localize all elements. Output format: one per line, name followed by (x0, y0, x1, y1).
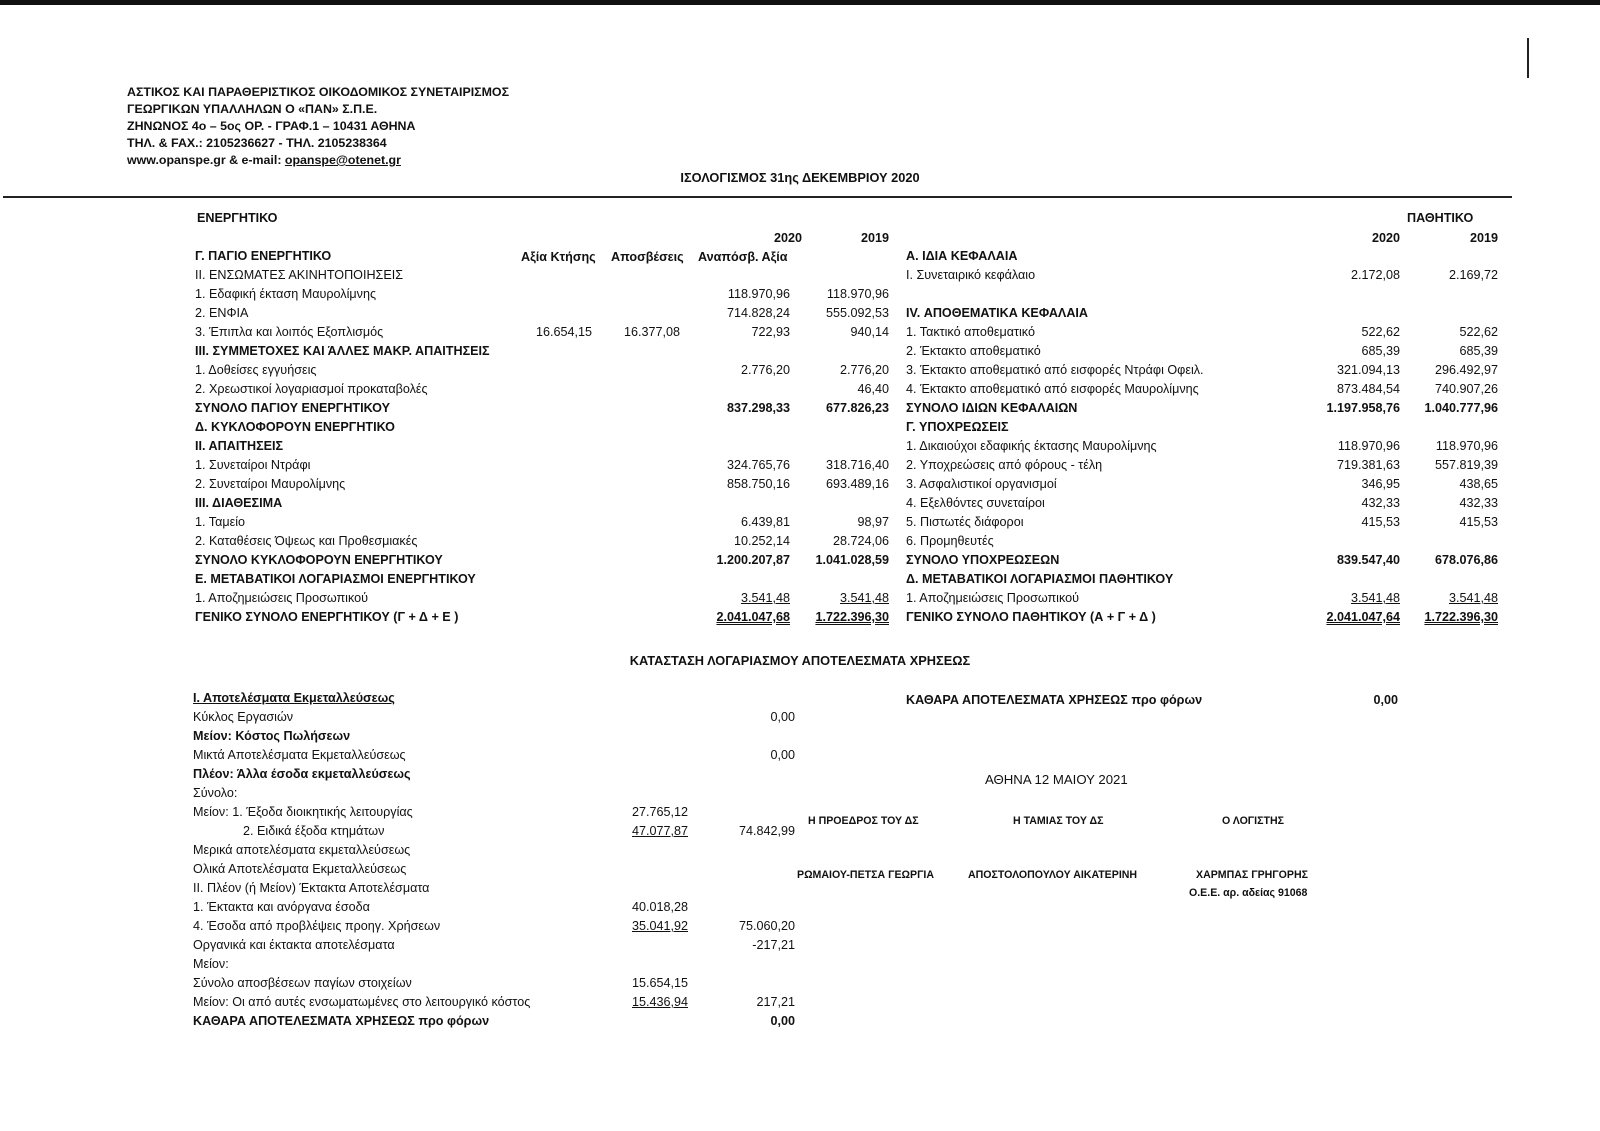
row-label: Ι. Συνεταιρικό κεφάλαιο (906, 268, 1036, 282)
value-2020: 118.970,96 (727, 287, 790, 301)
row-label: 1. Δικαιούχοι εδαφικής έκτασης Μαυρολίμνης (906, 439, 1157, 453)
table-row (193, 689, 813, 708)
table-row (906, 456, 1506, 475)
row-label: Μείον: (193, 957, 229, 971)
org-website: www.opanspe.gr & e-mail: (127, 153, 285, 167)
organization-header (127, 84, 509, 169)
value-2020: 6.439,81 (740, 515, 790, 529)
value-2019: 3.541,48 (1448, 591, 1498, 605)
total-value: 74.842,99 (738, 824, 795, 838)
table-row (195, 475, 895, 494)
value-2020: 873.484,54 (1336, 382, 1400, 396)
liabilities-col-2020: 2020 (1371, 231, 1400, 245)
value-2019: 318.716,40 (825, 458, 889, 472)
row-label: Σύνολο αποσβέσεων παγίων στοιχείων (193, 976, 412, 990)
table-row (195, 437, 895, 456)
row-label: 2. Ειδικά έξοδα κτημάτων (243, 824, 385, 838)
row-label: Μερικά αποτελέσματα εκμεταλλεύσεως (193, 843, 411, 857)
row-label: Ολικά Αποτελέσματα Εκμεταλλεύσεως (193, 862, 407, 876)
table-row (195, 589, 895, 608)
row-label: Ι. Αποτελέσματα Εκμεταλλεύσεως (193, 691, 395, 705)
subtotal-value: 40.018,28 (631, 900, 688, 914)
row-label: Πλέον: Άλλα έσοδα εκμεταλλεύσεως (193, 767, 411, 781)
table-row (195, 513, 895, 532)
value-2019: 678.076,86 (1434, 553, 1498, 567)
row-label: ΣΥΝΟΛΟ ΙΔΙΩΝ ΚΕΦΑΛΑΙΩΝ (906, 401, 1078, 415)
table-row (193, 936, 813, 955)
row-label: 1. Δοθείσες εγγυήσεις (195, 363, 317, 377)
value-2019: 685,39 (1459, 344, 1498, 358)
liabilities-table (906, 247, 1506, 627)
table-row (195, 361, 895, 380)
row-label: 1. Αποζημειώσεις Προσωπικού (906, 591, 1080, 605)
table-row (193, 727, 813, 746)
total-value: -217,21 (752, 938, 795, 952)
table-row (193, 841, 813, 860)
row-label: ΙΙ. Πλέον (ή Μείον) Έκτακτα Αποτελέσματα (193, 881, 430, 895)
table-row (906, 437, 1506, 456)
table-row (193, 746, 813, 765)
net-results-value: 0,00 (1373, 693, 1398, 707)
assets-col-net-value: Αναπόσβ. Αξία (698, 250, 788, 264)
accountant-name: ΧΑΡΜΠΑΣ ΓΡΗΓΟΡΗΣ (1196, 869, 1308, 881)
table-row (195, 494, 895, 513)
value-2020: 719.381,63 (1336, 458, 1400, 472)
value-2019: 118.970,96 (826, 287, 889, 301)
value-2019: 296.492,97 (1434, 363, 1498, 377)
row-label: Δ. ΚΥΚΛΟΦΟΡΟΥΝ ΕΝΕΡΓΗΤΙΚΟ (195, 420, 395, 434)
value-2020: 1.200.207,87 (716, 553, 790, 567)
accountant-license: Ο.Ε.Ε. αρ. αδείας 91068 (1189, 887, 1308, 899)
subtotal-value: 35.041,92 (631, 919, 688, 933)
row-label: 1. Έκτακτα και ανόργανα έσοδα (193, 900, 370, 914)
table-row (195, 456, 895, 475)
value-2019: 740.907,26 (1434, 382, 1498, 396)
table-row (195, 342, 895, 361)
row-label: 4. Έκτακτο αποθεματικό από εισφορές Μαυρολίμνης (906, 382, 1199, 396)
subtotal-value: 27.765,12 (631, 805, 688, 819)
table-row (195, 247, 895, 266)
value-2020: 118.970,96 (1337, 439, 1400, 453)
row-label: ΙΙ. ΑΠΑΙΤΗΣΕΙΣ (195, 439, 284, 453)
treasurer-name: ΑΠΟΣΤΟΛΟΠΟΥΛΟΥ ΑΙΚΑΤΕΡΙΝΗ (968, 869, 1138, 881)
row-label: 6. Προμηθευτές (906, 534, 994, 548)
value-2020: 714.828,24 (726, 306, 790, 320)
row-label: 1. Συνεταίροι Ντράφι (195, 458, 311, 472)
total-value: 0,00 (770, 1014, 795, 1028)
row-label: 3. Έκτακτο αποθεματικό από εισφορές Ντράφι Οφειλ. (906, 363, 1204, 377)
row-label: 4. Έσοδα από προβλέψεις προηγ. Χρήσεων (193, 919, 441, 933)
row-label: 2. Έκτακτο αποθεματικό (906, 344, 1041, 358)
table-row (193, 898, 813, 917)
row-label: ΣΥΝΟΛΟ ΥΠΟΧΡΕΩΣΕΩΝ (906, 553, 1060, 567)
table-row (193, 860, 813, 879)
row-label: 3. Ασφαλιστικοί οργανισμοί (906, 477, 1057, 491)
org-web-email (127, 152, 509, 169)
table-row (193, 1012, 813, 1031)
value-2019: 1.722.396,30 (815, 610, 889, 624)
assets-col-depreciation: Αποσβέσεις (611, 250, 684, 264)
value-2019: 118.970,96 (1435, 439, 1498, 453)
table-row (906, 494, 1506, 513)
table-row (906, 285, 1506, 304)
value-2020: 10.252,14 (733, 534, 790, 548)
value-2019: 677.826,23 (825, 401, 889, 415)
table-row (195, 418, 895, 437)
table-row (193, 955, 813, 974)
value-2019: 438,65 (1459, 477, 1498, 491)
table-row (906, 551, 1506, 570)
table-row (906, 380, 1506, 399)
liabilities-heading: ΠΑΘΗΤΙΚΟ (1407, 211, 1474, 225)
table-row (195, 608, 895, 627)
row-label: ΙΙΙ. ΣΥΜΜΕΤΟΧΕΣ ΚΑΙ ΆΛΛΕΣ ΜΑΚΡ. ΑΠΑΙΤΗΣΕΙΣ (195, 344, 490, 358)
assets-col-2020: 2020 (773, 231, 802, 245)
table-row (193, 784, 813, 803)
row-label: Γ. ΠΑΓΙΟ ΕΝΕΡΓΗΤΙΚΟ (195, 249, 332, 263)
row-label: 1. Αποζημειώσεις Προσωπικού (195, 591, 369, 605)
org-address: ΖΗΝΩΝΟΣ 4ο – 5ος ΟΡ. - ΓΡΑΦ.1 – 10431 ΑΘΗΝΑ (127, 119, 416, 133)
row-label: Σύνολο: (193, 786, 238, 800)
value-2019: 415,53 (1459, 515, 1498, 529)
table-row (195, 266, 895, 285)
value-2020: 685,39 (1361, 344, 1400, 358)
income-statement-title: ΚΑΤΑΣΤΑΣΗ ΛΟΓΑΡΙΑΣΜΟΥ ΑΠΟΤΕΛΕΣΜΑΤΑ ΧΡΗΣΕΩΣ (629, 653, 971, 668)
row-label: ΙΙ. ΕΝΣΩΜΑΤΕΣ ΑΚΙΝΗΤΟΠΟΙΗΣΕΙΣ (195, 268, 404, 282)
row-label: Δ. ΜΕΤΑΒΑΤΙΚΟΙ ΛΟΓΑΡΙΑΣΜΟΙ ΠΑΘΗΤΙΚΟΥ (906, 572, 1174, 586)
value-2019: 555.092,53 (825, 306, 889, 320)
row-label: 3. Έπιπλα και λοιπός Εξοπλισμός (195, 325, 384, 339)
table-row (906, 532, 1506, 551)
value-2019: 28.724,06 (832, 534, 889, 548)
value-2019: 940,14 (850, 325, 889, 339)
table-row (906, 399, 1506, 418)
table-row (195, 551, 895, 570)
value-2020: 2.041.047,68 (716, 610, 790, 624)
table-row (906, 418, 1506, 437)
value-2019: 2.776,20 (839, 363, 889, 377)
row-label: Α. ΙΔΙΑ ΚΕΦΑΛΑΙΑ (906, 249, 1018, 263)
liabilities-col-2019: 2019 (1469, 231, 1498, 245)
table-row (193, 822, 813, 841)
row-label: 2. Καταθέσεις Όψεως και Προθεσμιακές (195, 534, 418, 548)
value-2020: 432,33 (1361, 496, 1400, 510)
table-row (193, 974, 813, 993)
row-label: Μείον: Οι από αυτές ενσωματωμένες στο λειτουργικό κόστος (193, 995, 531, 1009)
table-row (193, 708, 813, 727)
row-label: ΓΕΝΙΚΟ ΣΥΝΟΛΟ ΠΑΘΗΤΙΚΟΥ (Α + Γ + Δ ) (906, 610, 1156, 624)
place-and-date: ΑΘΗΝΑ 12 ΜΑΙΟΥ 2021 (985, 772, 1128, 787)
value-2020: 839.547,40 (1336, 553, 1400, 567)
row-label: ΙV. ΑΠΟΘΕΜΑΤΙΚΑ ΚΕΦΑΛΑΙΑ (906, 306, 1089, 320)
table-row (906, 589, 1506, 608)
value-2019: 1.040.777,96 (1424, 401, 1498, 415)
value-2020: 2.041.047,64 (1326, 610, 1400, 624)
row-label: 1. Ταμείο (195, 515, 246, 529)
value-2020: 2.776,20 (740, 363, 790, 377)
subtotal-value: 15.654,15 (631, 976, 688, 990)
depreciation-value: 16.377,08 (623, 325, 680, 339)
income-statement-table (193, 689, 813, 1031)
value-2019: 432,33 (1459, 496, 1498, 510)
assets-table (195, 247, 895, 627)
table-row (193, 803, 813, 822)
table-row (906, 323, 1506, 342)
row-label: Μείον: Κόστος Πωλήσεων (193, 729, 351, 743)
total-value: 75.060,20 (738, 919, 795, 933)
value-2019: 1.722.396,30 (1424, 610, 1498, 624)
subtotal-value: 47.077,87 (631, 824, 688, 838)
row-label: Μικτά Αποτελέσματα Εκμεταλλεύσεως (193, 748, 406, 762)
value-2019: 2.169,72 (1448, 268, 1498, 282)
scan-top-edge (0, 0, 1600, 5)
table-row (906, 513, 1506, 532)
org-name-line2: ΓΕΩΡΓΙΚΩΝ ΥΠΑΛΛΗΛΩΝ Ο «ΠΑΝ» Σ.Π.Ε. (127, 102, 378, 116)
row-label: ΙΙΙ. ΔΙΑΘΕΣΙΜΑ (195, 496, 283, 510)
value-2020: 3.541,48 (740, 591, 790, 605)
value-2020: 324.765,76 (726, 458, 790, 472)
row-label: ΚΑΘΑΡΑ ΑΠΟΤΕΛΕΣΜΑΤΑ ΧΡΗΣΕΩΣ προ φόρων (193, 1014, 490, 1028)
row-label: Ε. ΜΕΤΑΒΑΤΙΚΟΙ ΛΟΓΑΡΙΑΣΜΟΙ ΕΝΕΡΓΗΤΙΚΟΥ (195, 572, 476, 586)
row-label: 1. Εδαφική έκταση Μαυρολίμνης (195, 287, 377, 301)
cost-value: 16.654,15 (535, 325, 592, 339)
table-row (906, 608, 1506, 627)
assets-heading: ΕΝΕΡΓΗΤΙΚΟ (197, 211, 278, 225)
row-label: Γ. ΥΠΟΧΡΕΩΣΕΙΣ (906, 420, 1009, 434)
total-value: 0,00 (770, 748, 795, 762)
value-2019: 522,62 (1459, 325, 1498, 339)
table-row (193, 917, 813, 936)
org-email-link[interactable]: opanspe@otenet.gr (284, 153, 401, 167)
table-row (193, 765, 813, 784)
table-row (195, 285, 895, 304)
row-label: ΣΥΝΟΛΟ ΚΥΚΛΟΦΟΡΟΥΝ ΕΝΕΡΓΗΤΙΚΟΥ (195, 553, 443, 567)
table-row (906, 475, 1506, 494)
value-2020: 858.750,16 (726, 477, 790, 491)
table-row (195, 570, 895, 589)
row-label: Μείον: 1. Έξοδα διοικητικής λειτουργίας (193, 805, 413, 819)
row-label: 5. Πιστωτές διάφοροι (906, 515, 1024, 529)
value-2019: 3.541,48 (839, 591, 889, 605)
value-2019: 693.489,16 (825, 477, 889, 491)
table-row (906, 570, 1506, 589)
value-2020: 837.298,33 (726, 401, 790, 415)
value-2020: 346,95 (1361, 477, 1400, 491)
table-row (906, 304, 1506, 323)
table-row (906, 342, 1506, 361)
value-2019: 1.041.028,59 (815, 553, 889, 567)
assets-col-2019: 2019 (860, 231, 889, 245)
table-row (906, 266, 1506, 285)
value-2020: 1.197.958,76 (1326, 401, 1400, 415)
table-row (906, 247, 1506, 266)
total-value: 0,00 (770, 710, 795, 724)
table-row (193, 879, 813, 898)
table-row (195, 380, 895, 399)
total-value: 217,21 (756, 995, 795, 1009)
header-divider (3, 196, 1512, 198)
row-label: 1. Τακτικό αποθεματικό (906, 325, 1035, 339)
value-2019: 46,40 (857, 382, 889, 396)
table-row (195, 532, 895, 551)
table-row (906, 361, 1506, 380)
row-label: 2. Συνεταίροι Μαυρολίμνης (195, 477, 346, 491)
treasurer-title: Η ΤΑΜΙΑΣ ΤΟΥ ΔΣ (1013, 815, 1104, 827)
value-2020: 2.172,08 (1350, 268, 1400, 282)
value-2019: 557.819,39 (1434, 458, 1498, 472)
org-name-line1: ΑΣΤΙΚΟΣ ΚΑΙ ΠΑΡΑΘΕΡΙΣΤΙΚΟΣ ΟΙΚΟΔΟΜΙΚΟΣ ΣΥΝΕΤΑΙΡΙΣΜΟΣ (127, 85, 510, 99)
row-label: 2. ΕΝΦΙΑ (195, 306, 249, 320)
row-label: Οργανικά και έκτακτα αποτελέσματα (193, 938, 395, 952)
value-2020: 522,62 (1361, 325, 1400, 339)
org-phone: ΤΗΛ. & FAX.: 2105236627 - ΤΗΛ. 2105238364 (127, 136, 387, 150)
row-label: 2. Χρεωστικοί λογαριασμοί προκαταβολές (195, 382, 428, 396)
president-name: ΡΩΜΑΙΟΥ-ΠΕΤΣΑ ΓΕΩΡΓΙΑ (797, 869, 935, 881)
subtotal-value: 15.436,94 (631, 995, 688, 1009)
table-row (195, 304, 895, 323)
row-label: Κύκλος Εργασιών (193, 710, 294, 724)
row-label: 4. Εξελθόντες συνεταίροι (906, 496, 1045, 510)
table-row (193, 993, 813, 1012)
value-2020: 321.094,13 (1336, 363, 1400, 377)
value-2020: 722,93 (751, 325, 790, 339)
row-label: ΣΥΝΟΛΟ ΠΑΓΙΟΥ ΕΝΕΡΓΗΤΙΚΟΥ (195, 401, 390, 415)
net-results-label: ΚΑΘΑΡΑ ΑΠΟΤΕΛΕΣΜΑΤΑ ΧΡΗΣΕΩΣ προ φόρων (906, 693, 1203, 707)
table-row (195, 399, 895, 418)
balance-sheet-title: ΙΣΟΛΟΓΙΣΜΟΣ 31ης ΔΕΚΕΜΒΡΙΟΥ 2020 (680, 170, 920, 185)
assets-col-cost: Αξία Κτήσης (521, 250, 596, 264)
value-2019: 98,97 (857, 515, 889, 529)
accountant-title: Ο ΛΟΓΙΣΤΗΣ (1222, 815, 1284, 827)
value-2020: 3.541,48 (1350, 591, 1400, 605)
row-label: 2. Υποχρεώσεις από φόρους - τέλη (906, 458, 1103, 472)
row-label: ΓΕΝΙΚΟ ΣΥΝΟΛΟ ΕΝΕΡΓΗΤΙΚΟΥ (Γ + Δ + Ε ) (195, 610, 459, 624)
president-title: Η ΠΡΟΕΔΡΟΣ ΤΟΥ ΔΣ (808, 815, 919, 827)
value-2020: 415,53 (1361, 515, 1400, 529)
scan-right-mark (1527, 38, 1529, 78)
table-row (195, 323, 895, 342)
